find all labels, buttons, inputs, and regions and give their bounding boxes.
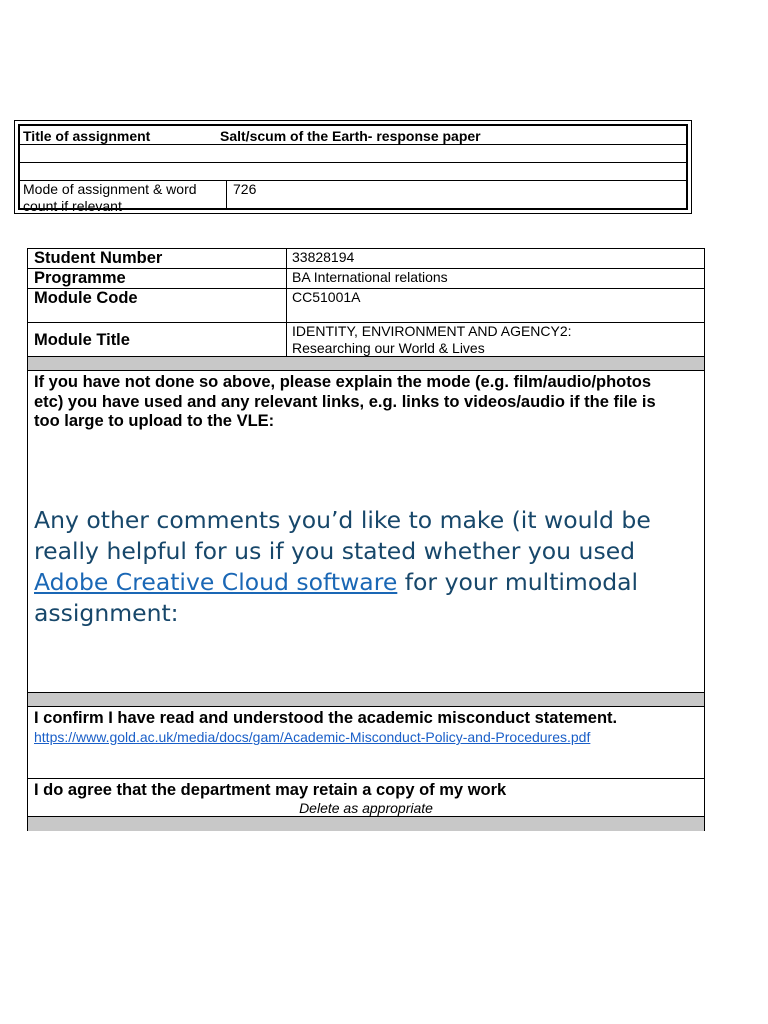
comments-text-end: for your multimodal assignment: [34,568,639,627]
programme-row [28,269,704,289]
comments-text-start: Any other comments you’d like to make (it would be really helpful for us if you stated whether you used [34,506,651,565]
explain-mode-row[interactable] [28,371,704,693]
mode-label-cell [20,181,227,214]
module-title-row [28,323,704,357]
module-code-cell[interactable] [286,289,704,322]
assignment-table-inner [18,124,688,214]
programme-cell[interactable] [286,269,704,288]
explain-mode-prompt: If you have not done so above, please explain the mode (e.g. film/audio/photos etc) you have used and any relevant links, e.g. links to videos/audio if the file is too large to upload to the VLE: [34,373,656,430]
assignment-table [14,120,692,214]
title-of-assignment-value[interactable]: Salt/scum of the Earth- response paper [220,128,481,144]
separator-row [28,817,704,831]
separator-row [28,693,704,707]
title-of-assignment-label: Title of assignment [23,128,151,144]
word-count-value[interactable]: 726 [233,181,257,197]
other-comments-prompt [34,505,684,629]
misconduct-policy-link[interactable]: https://www.gold.ac.uk/media/docs/gam/Academic-Misconduct-Policy-and-Procedures.pdf [34,729,591,745]
student-details-table [27,248,705,831]
module-code-label: Module Code [34,289,138,307]
mode-of-assignment-label: Mode of assignment & word count if relevant [23,181,197,214]
blank-row[interactable] [20,163,686,181]
delete-as-appropriate-note: Delete as appropriate [299,800,433,816]
mode-row [20,181,686,214]
student-number-row [28,249,704,269]
blank-row[interactable] [20,145,686,163]
student-number-value: 33828194 [292,249,355,265]
adobe-creative-cloud-link[interactable]: Adobe Creative Cloud software [34,568,398,596]
student-number-label: Student Number [34,249,163,267]
retain-copy-statement: I do agree that the department may retain a copy of my work [34,781,507,799]
module-title-label: Module Title [34,331,130,349]
retain-copy-row [28,779,704,817]
programme-value: BA International relations [292,269,448,285]
misconduct-confirm-statement: I confirm I have read and understood the academic misconduct statement. [34,709,618,727]
module-code-row [28,289,704,323]
separator-row [28,357,704,371]
misconduct-confirm-row [28,707,704,779]
module-code-value: CC51001A [292,289,361,305]
student-number-cell[interactable] [286,249,704,268]
module-title-value: IDENTITY, ENVIRONMENT AND AGENCY2: Researching our World & Lives [292,323,572,356]
module-title-cell[interactable] [286,323,704,356]
title-row [20,126,686,145]
programme-label: Programme [34,269,126,287]
